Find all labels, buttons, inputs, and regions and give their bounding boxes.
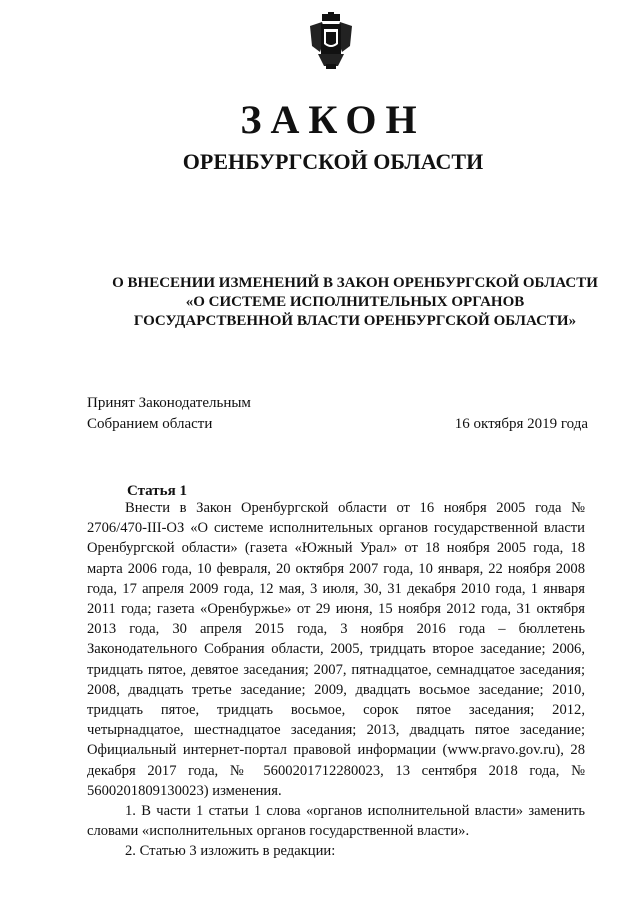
paragraph: Внести в Закон Оренбургской области от 16 ноября 2005 года № 2706/470-III-ОЗ «О системе исполнительных органов государственной власти Оренбургской области» (газета «Южный Урал» от 18 ноября 2005 года, 18 марта 2006 года, 10 февраля, 20 октября 2007 года, 10 января, 22 ноября 2008 года, 17 апреля 2009 года, 12 мая, 3 июля, 30, 31 декабря 2010 года, 1 января 2011 года; газета «Оренбуржье» от 29 июня, 15 ноября 2012 года, 31 октября 2013 года, 30 апреля 2015 года, 3 ноября 2016 года – бюллетень Законодательного Собрания области, 2005, тридцать второе заседание; 2006, тридцать пятое, девятое заседания; 2007, пятнадцатое, семнадцатое заседания; 2008, двадцать третье заседание; 2009, двадцать восьмое заседание; 2010, тридцать пятое, тридцать восьмое, сорок пятое заседания; 2012, четырнадцатое, шестнадцатое заседания; 2013, двадцать пятое заседание; Официальный интернет-портал правовой информации (www.pravo.gov.ru), 28 декабря 2017 года, № 5600201712280023, 13 сентября 2018 года, № 5600201809130023) изменения. bbox=[87, 500, 585, 799]
heading-line: О ВНЕСЕНИИ ИЗМЕНЕНИЙ В ЗАКОН ОРЕНБУРГСКОЙ ОБЛАСТИ bbox=[112, 275, 598, 291]
paragraph: 2. Статью 3 изложить в редакции: bbox=[125, 843, 336, 860]
paragraph: 1. В части 1 статьи 1 слова «органов исполнительной власти» заменить словами «исполнительных органов государственной власти». bbox=[87, 803, 585, 840]
document-subtitle: ОРЕНБУРГСКОЙ ОБЛАСТИ bbox=[182, 149, 484, 174]
accepted-line: Собранием области bbox=[87, 416, 213, 432]
law-heading bbox=[70, 274, 640, 331]
document-title: ЗАКОН bbox=[240, 97, 426, 142]
article-title: Статья 1 bbox=[127, 483, 187, 499]
accepted-line: Принят Законодательным bbox=[87, 395, 251, 411]
article-body bbox=[87, 498, 585, 862]
heading-line: ГОСУДАРСТВЕННОЙ ВЛАСТИ ОРЕНБУРГСКОЙ ОБЛАСТИ» bbox=[133, 313, 577, 329]
heading-line: «О СИСТЕМЕ ИСПОЛНИТЕЛЬНЫХ ОРГАНОВ bbox=[185, 294, 525, 310]
accepted-by bbox=[87, 393, 251, 435]
adoption-date: 16 октября 2019 года bbox=[454, 416, 588, 432]
coat-of-arms-icon bbox=[308, 12, 354, 70]
